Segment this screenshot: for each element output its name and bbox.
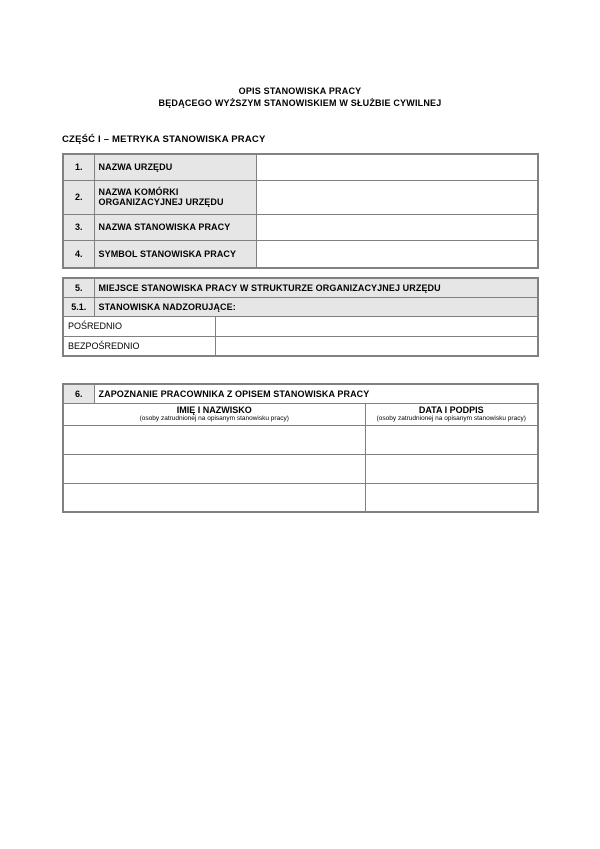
title-line-1: OPIS STANOWISKA PRACY [238, 86, 362, 96]
metryka-table [62, 153, 539, 269]
row-number-cell: 3. [63, 214, 94, 240]
section-heading-cell: MIEJSCE STANOWISKA PRACY W STRUKTURZE ORGANIZACYJNEJ URZĘDU [94, 278, 538, 297]
row-label-cell: POŚREDNIO [63, 316, 215, 336]
zapoznanie-column-header-row [63, 403, 538, 425]
bezposrednio-row [63, 336, 538, 356]
zapoznanie-entry-row [63, 483, 538, 512]
row-number-cell: 2. [63, 180, 94, 214]
zapoznanie-entry-row [63, 425, 538, 454]
column-subtitle: (osoby zatrudnionej na opisanym stanowisku pracy) [139, 414, 289, 422]
row-label-cell: SYMBOL STANOWISKA PRACY [94, 240, 256, 268]
row-value-cell [256, 240, 538, 268]
column-header-date-signature [365, 403, 538, 425]
column-header-name [63, 403, 365, 425]
row-number-cell: 5.1. [63, 297, 94, 316]
part1-heading: CZĘŚĆ I – METRYKA STANOWISKA PRACY [62, 134, 266, 145]
column-subtitle: (osoby zatrudnionej na opisanym stanowisku pracy) [376, 414, 526, 422]
row-label-cell: NAZWA URZĘDU [94, 154, 256, 180]
name-cell [63, 454, 365, 483]
row-number-cell: 6. [63, 384, 94, 403]
row-value-cell [215, 336, 538, 356]
zapoznanie-entry-row [63, 454, 538, 483]
row-value-cell [256, 214, 538, 240]
section-heading-cell: ZAPOZNANIE PRACOWNIKA Z OPISEM STANOWISKA PRACY [94, 384, 538, 403]
row-label-cell: NAZWA KOMÓRKI ORGANIZACYJNEJ URZĘDU [94, 180, 256, 214]
row-number-cell: 1. [63, 154, 94, 180]
name-cell [63, 483, 365, 512]
metryka-row-3 [63, 214, 538, 240]
row-value-cell [215, 316, 538, 336]
row-label-cell: BEZPOŚREDNIO [63, 336, 215, 356]
struktura-subheader-row [63, 297, 538, 316]
row-label-cell: NAZWA STANOWISKA PRACY [94, 214, 256, 240]
column-title: DATA I PODPIS [418, 404, 484, 415]
posrednio-row [63, 316, 538, 336]
name-cell [63, 425, 365, 454]
date-signature-cell [365, 483, 538, 512]
metryka-row-1 [63, 154, 538, 180]
struktura-table [62, 277, 539, 357]
row-number-cell: 4. [63, 240, 94, 268]
subsection-heading-cell: STANOWISKA NADZORUJĄCE: [94, 297, 538, 316]
title-line-2: BĘDĄCEGO WYŻSZYM STANOWISKIEM W SŁUŻBIE CYWILNEJ [158, 98, 442, 108]
date-signature-cell [365, 425, 538, 454]
zapoznanie-table [62, 383, 539, 513]
row-value-cell [256, 180, 538, 214]
struktura-header-row [63, 278, 538, 297]
metryka-row-4 [63, 240, 538, 268]
column-title: IMIĘ I NAZWISKO [176, 404, 252, 415]
document-title [0, 85, 600, 109]
metryka-row-2 [63, 180, 538, 214]
row-value-cell [256, 154, 538, 180]
row-number-cell: 5. [63, 278, 94, 297]
zapoznanie-header-row [63, 384, 538, 403]
date-signature-cell [365, 454, 538, 483]
